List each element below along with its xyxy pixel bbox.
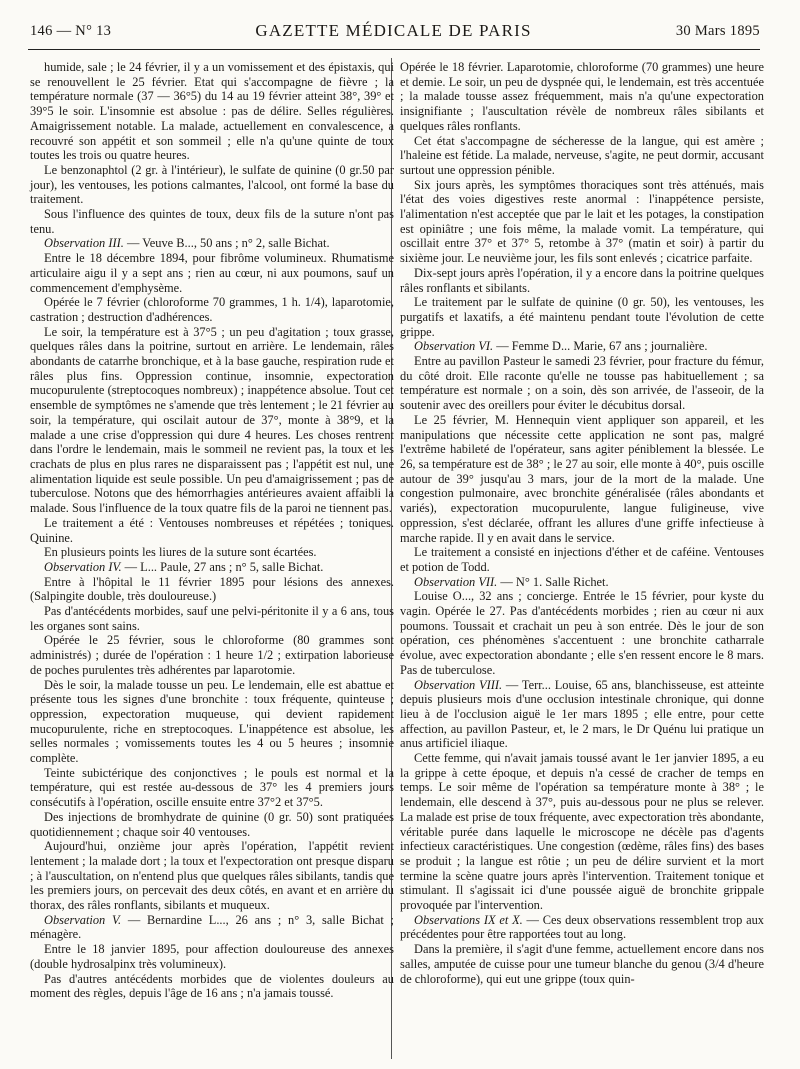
paragraph-text: Dans la première, il s'agit d'une femme, actuellement encore dans nos salles, amputée de cuisse pour une tumeur blanche du genou (3/4 d'heure de chloroforme), qui eut une grippe (toux quin- — [400, 942, 764, 986]
paragraph-text: Entre le 18 janvier 1895, pour affection douloureuse des annexes (double hydrosalpinx très volumineux). — [30, 942, 394, 971]
paragraph — [30, 766, 394, 810]
paragraph-text: Entre le 18 décembre 1894, pour fibrôme volumineux. Rhumatisme articulaire aigu il y a sept ans ; rien au cœur, ni aux poumons, sauf un commencement d'emphysème. — [30, 251, 394, 295]
paragraph-text: — Terr... Louise, 65 ans, blanchisseuse, est atteinte depuis plusieurs mois d'une occlusion intestinale chronique, qui donne lieu à de l'occlusion aiguë le 1er mars 1895 ; elle entre, pour cette affection, au pavillon Pasteur, et, le 2 mars, le Dr Quénu lui pratique un anus artificiel iliaque. — [400, 677, 765, 751]
paragraph — [30, 60, 394, 163]
paragraph-text: Opérée le 18 février. Laparotomie, chloroforme (70 grammes) une heure et demie. Le soir, un peu de dyspnée qui, le lendemain, est très accentuée ; la malade tousse assez fréquemment, mais n'a qu'une expectoration insignifiante ; l'auscultation révèle de nombreux râles sibilants et quelques râles ronflants. — [400, 60, 764, 133]
paragraph-text: Cet état s'accompagne de sécheresse de la langue, qui est amère ; l'haleine est fétide. La malade, nerveuse, s'agite, ne peut dormir, accusant surtout une oppression pénible. — [400, 133, 764, 177]
paragraph-text: Cette femme, qui n'avait jamais toussé avant le 1er janvier 1895, a eu la grippe à cette époque, et depuis n'a cessé de cracher de temps en temps. Le soir même de l'opération sa température monte à 38° ; le lendemain, elle descend à 37°, puis au-dessous pour ne plus se relever. La malade est prise de toux fréquente, avec expectoration très abondante, véritable purée dans laquelle le microscope ne décèle pas d'agents infectieux caractéristiques. Une congestion (œdème, râles fins) des bases se produit ; la langue est rôtie ; un peu de délire survient et la mort termine la scène quatre jours après l'intervention. Traitement tonique et stimulant. Il s'agissait ici d'une poussée aiguë de bronchite grippale provoquée par l'intervention. — [400, 751, 764, 913]
paragraph — [400, 545, 764, 574]
paragraph — [30, 516, 394, 545]
paragraph — [400, 134, 764, 178]
paragraph-text: — L... Paule, 27 ans ; n° 5, salle Bichat. — [121, 559, 324, 574]
paragraph-text: humide, sale ; le 24 février, il y a un vomissement et des épistaxis, qui se renouvellent le 25 février. Etat qui s'accompagne de fièvre ; la température normale (37 — 36°5) du 14 au 19 février atteint 38°, 39° et 39°5 le soir. L'insomnie est absolue : pas de délire. Selles régulières. Amaigrissement notable. La malade, actuellement en convalescence, a recouvré son appétit et son sommeil ; elle n'a qu'une quinte de toux toutes les trois ou quatre heures. — [30, 60, 394, 163]
paragraph — [30, 236, 394, 251]
paragraph — [30, 913, 394, 942]
paragraph — [30, 633, 394, 677]
paragraph-text: — Veuve B..., 50 ans ; n° 2, salle Bichat. — [123, 236, 330, 251]
issue-date: 30 Mars 1895 — [675, 22, 760, 39]
paragraph — [400, 678, 764, 752]
paragraph — [30, 972, 394, 1001]
observation-title: Observations IX et X. — [414, 912, 523, 927]
paragraph-text: Le traitement par le sulfate de quinine (0 gr. 50), les ventouses, les purgatifs et laxatifs, a été maintenu pendant toute l'évolution de cette grippe. — [400, 295, 764, 339]
paragraph-text: Le 25 février, M. Hennequin vient appliquer son appareil, et les manipulations que nécessite cette application ne sont pas, malgré l'extrême habileté de l'opérateur, sans agiter péniblement la blessée. Le 26, sa température est de 38° ; le 27 au soir, elle monte à 40°, puis oscille autour de 39° jusqu'au 3 mars, jour de la mort de la malade. Une congestion pulmonaire, avec bronchite généralisée (râles abondants et variés), expectoration mucopurulente, langue fuligineuse, vive oppression, s'est déclarée, offrant les allures d'une griffe infectieuse à marche rapide. Il y en avait dans le service. — [400, 412, 764, 545]
paragraph-text: Sous l'influence des quintes de toux, deux fils de la suture n'ont pas tenu. — [30, 207, 394, 236]
right-column — [400, 60, 764, 986]
paragraph — [30, 163, 394, 207]
paragraph — [400, 942, 764, 986]
paragraph-text: Pas d'antécédents morbides, sauf une pelvi-péritonite il y a 6 ans, tous les organes sont sains. — [30, 604, 394, 633]
paragraph — [30, 810, 394, 839]
paragraph — [30, 207, 394, 236]
left-column — [30, 60, 394, 1001]
paragraph-text: Dès le soir, la malade tousse un peu. Le lendemain, elle est abattue et présente tous les signes d'une bronchite : toux fréquente, quinteuse ; oppression, expectoration muqueuse, qui devient rapidement mucopurulente, riche en streptocoques. L'inappétence est absolue, les selles normales ; vomissements toutes les 4 ou 5 heures ; insomnie complète. — [30, 677, 394, 766]
paragraph-text: Le soir, la température est à 37°5 ; un peu d'agitation ; toux grasse, quelques râles dans la poitrine, surtout en arrière. Le lendemain, râles abondants de catarrhe bronchique, et à la base gauche, respiration rude et râles plus fins. Oppression continue, insomnie, expectoration mucopurulente (streptocoques nombreux) ; inappétence absolue. Tout cet ensemble de symptômes ne s'amende que très lentement ; le 21 février au soir, la température, qui oscilait autour de 37°, monte à 38°9, et la malade a une crise d'oppression qui dure 4 heures. Les choses rentrent dans l'ordre le lendemain, mais le sommeil ne revient pas, la toux et les crachats de plus en plus rares ne disparaissent pas ; l'appétit est nul, une alimentation liquide est seule possible. Un peu d'amaigrissement ; pas de tuberculose. Notons que des hémorrhagies antérieures avaient affaibli la malade. Sous l'influence de la toux quatre fils de la paroi ne tiennent pas. — [30, 324, 394, 516]
paragraph-text: En plusieurs points les liures de la suture sont écartées. — [44, 545, 317, 560]
paragraph — [30, 325, 394, 516]
paragraph — [400, 751, 764, 913]
paragraph-text: — Ces deux observations ressemblent trop aux précédentes pour être rapportées tout au long. — [400, 912, 764, 942]
paragraph — [30, 678, 394, 766]
header-rule — [28, 49, 760, 50]
observation-title: Observation VIII. — [414, 677, 503, 692]
paragraph-text: Entre à l'hôpital le 11 février 1895 pour lésions des annexes. (Salpingite double, très douloureuse.) — [30, 574, 394, 604]
paragraph-text: Opérée le 7 février (chloroforme 70 grammes, 1 h. 1/4), laparotomie, castration ; destruction d'adhérences. — [30, 295, 394, 324]
paragraph — [400, 913, 764, 942]
paragraph — [30, 545, 394, 560]
page-number: 146 — N° 13 — [30, 22, 112, 39]
paragraph-text: Le traitement a consisté en injections d'éther et de caféine. Ventouses et potion de Todd. — [400, 545, 764, 574]
paragraph — [30, 295, 394, 324]
observation-title: Observation IV. — [44, 559, 122, 574]
paragraph-text: Pas d'autres antécédents morbides que de violentes douleurs au moment des règles, depuis l'âge de 16 ans ; n'a jamais toussé. — [30, 971, 394, 1001]
paragraph-text: Opérée le 25 février, sous le chloroforme (80 grammes sont administrés) ; durée de l'opération : 1 heure 1/2 ; extirpation laborieuse de poches purulentes très adhérentes par laparotomie. — [30, 633, 394, 677]
paragraph — [30, 575, 394, 604]
paragraph-text: — Femme D... Marie, 67 ans ; journalière. — [493, 339, 708, 354]
paragraph — [400, 60, 764, 134]
paragraph-text: Des injections de bromhydrate de quinine (0 gr. 50) sont pratiquées quotidiennement ; chaque soir 40 ventouses. — [30, 809, 394, 839]
paragraph-text: Louise O..., 32 ans ; concierge. Entrée le 15 février, pour kyste du vagin. Opérée le 27. Pas d'antécédents morbides ; rien au cœur ni aux poumons. Toussait et crachait un peu à son entrée. Dès le jour de son opération, ces phénomènes s'accentuent : une bronchite catharrale évolue, avec expectoration abondante ; elle s'en ressent encore le 8 mars. Pas de tuberculose. — [400, 589, 764, 677]
paragraph — [30, 251, 394, 295]
paragraph-text: Entre au pavillon Pasteur le samedi 23 février, pour fracture du fémur, du côté droit. Elle raconte qu'elle ne tousse pas habituellement ; sa température est normale ; on a soin, dès son arrivée, de l'asseoir, de la soutenir avec des oreillers pour éviter le décubitus dorsal. — [400, 354, 764, 413]
paragraph — [30, 942, 394, 971]
journal-title: GAZETTE MÉDICALE DE PARIS — [255, 21, 532, 40]
paragraph-text: Dix-sept jours après l'opération, il y a encore dans la poitrine quelques râles ronflants et sibilants. — [400, 265, 764, 295]
observation-title: Observation VI. — [414, 339, 494, 354]
paragraph-text: Le benzonaphtol (2 gr. à l'intérieur), le sulfate de quinine (0 gr.50 par jour), les ventouses, les potions calmantes, l'alcool, ont formé la base du traitement. — [30, 162, 394, 207]
paragraph-text: Six jours après, les symptômes thoraciques sont très atténués, mais l'état des voies digestives reste anormal : l'inappétence persiste, l'alimentation n'est acceptée que par le lait et les potages, la constipation est opiniâtre ; une fois même, la malade vomit. La température, qui oscillait entre 37° et 37° 5, retombe à 37° (matin et soir) à partir du sixième jour. Le neuvième jour, les fils sont enlevés ; cicatrice parfaite. — [400, 177, 764, 266]
paragraph-text: Aujourd'hui, onzième jour après l'opération, l'appétit revient lentement ; la malade dort ; la toux et l'expectoration ont presque disparu ; à l'auscultation, on n'entend plus que quelques râles sibilants, tandis que les premiers jours, on percevait des deux côtés, en avant et en arrière du thorax, des râles ronflants, sibilants et muqueux. — [30, 839, 394, 913]
paragraph-text: — N° 1. Salle Richet. — [497, 574, 609, 589]
paragraph — [400, 295, 764, 339]
paragraph — [400, 413, 764, 545]
paragraph — [30, 560, 394, 575]
observation-title: Observation III. — [44, 236, 124, 251]
paragraph — [400, 339, 764, 354]
paragraph — [400, 266, 764, 295]
page-header — [30, 16, 760, 46]
paragraph — [400, 354, 764, 413]
paragraph-text: Teinte subictérique des conjonctives ; le pouls est normal et la température, qui est restée au-dessous de 37° les 4 premiers jours consécutifs à l'opération, oscille ensuite entre 37°2 et 37°5. — [30, 765, 394, 810]
observation-title: Observation V. — [44, 912, 122, 927]
paragraph — [400, 575, 764, 590]
observation-title: Observation VII. — [414, 574, 498, 589]
paragraph-text: — Bernardine L..., 26 ans ; n° 3, salle Bichat ; ménagère. — [30, 912, 394, 942]
paragraph — [30, 604, 394, 633]
paragraph — [30, 839, 394, 913]
paragraph-text: Le traitement a été : Ventouses nombreuses et répétées ; toniques. Quinine. — [30, 515, 394, 545]
paragraph — [400, 178, 764, 266]
paragraph — [400, 589, 764, 677]
